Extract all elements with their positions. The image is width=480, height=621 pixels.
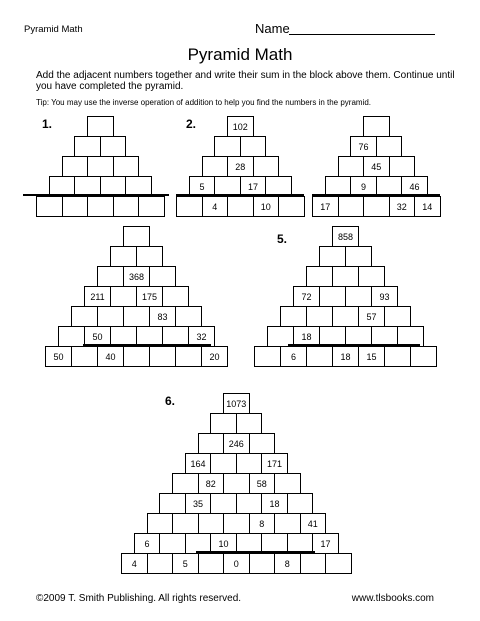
pyramid-block[interactable] xyxy=(210,413,237,434)
pyramid-block[interactable] xyxy=(223,513,250,534)
pyramid-number: 6. xyxy=(165,394,176,408)
pyramid-block[interactable]: 82 xyxy=(198,473,225,494)
pyramid-block[interactable]: 14 xyxy=(414,196,441,217)
pyramid-block[interactable]: 5 xyxy=(172,553,199,574)
pyramid-block[interactable] xyxy=(274,513,301,534)
pyramid-block[interactable]: 10 xyxy=(210,533,237,554)
pyramid-block[interactable] xyxy=(363,196,390,217)
pyramid-number: 1. xyxy=(42,117,53,131)
pyramid-block[interactable]: 4 xyxy=(202,196,229,217)
pyramid-block[interactable] xyxy=(159,493,186,514)
pyramid-block[interactable] xyxy=(306,306,333,327)
pyramid-block[interactable]: 164 xyxy=(185,453,212,474)
pyramid-block[interactable]: 46 xyxy=(401,176,428,197)
pyramid-block[interactable]: 211 xyxy=(84,286,111,307)
pyramid-block[interactable]: 858 xyxy=(332,226,359,247)
pyramid-block[interactable] xyxy=(274,473,301,494)
pyramid-block[interactable] xyxy=(214,136,241,157)
pyramid-block[interactable]: 15 xyxy=(358,346,385,367)
pyramid-block[interactable] xyxy=(363,116,390,137)
pyramid-block[interactable] xyxy=(62,156,89,177)
pyramid-block[interactable] xyxy=(240,136,267,157)
pyramid-base-line xyxy=(83,344,211,346)
pyramid-block[interactable] xyxy=(249,433,276,454)
pyramid-block[interactable]: 18 xyxy=(293,326,320,347)
pyramid-block[interactable] xyxy=(162,286,189,307)
pyramid-block[interactable] xyxy=(345,246,372,267)
pyramid-block[interactable]: 5 xyxy=(189,176,216,197)
pyramid-base-line xyxy=(176,194,304,196)
pyramid-block[interactable] xyxy=(123,346,150,367)
pyramid-block[interactable] xyxy=(110,286,137,307)
pyramid-block[interactable]: 32 xyxy=(188,326,215,347)
pyramid-block[interactable]: 246 xyxy=(223,433,250,454)
instructions: Add the adjacent numbers together and write their sum in the block above them. Continue until you have completed the pyramid. xyxy=(36,70,455,92)
pyramid-block[interactable]: 83 xyxy=(149,306,176,327)
pyramid-block[interactable]: 0 xyxy=(223,553,250,574)
pyramid-block[interactable]: 1073 xyxy=(223,393,250,414)
pyramid-block[interactable]: 20 xyxy=(201,346,228,367)
pyramid-base-line xyxy=(312,194,440,196)
pyramid-block[interactable] xyxy=(172,473,199,494)
pyramid-block[interactable] xyxy=(147,553,174,574)
pyramid-block[interactable]: 28 xyxy=(227,156,254,177)
pyramid-block[interactable] xyxy=(147,513,174,534)
header-left-label: Pyramid Math xyxy=(24,24,83,35)
tip-text: Tip: You may use the inverse operation of addition to help you find the numbers in the pyramid. xyxy=(36,98,372,107)
pyramid-block[interactable] xyxy=(287,493,314,514)
pyramid-block[interactable] xyxy=(138,196,165,217)
pyramid-block[interactable] xyxy=(175,346,202,367)
pyramid-block[interactable] xyxy=(100,136,127,157)
pyramid-block[interactable]: 50 xyxy=(45,346,72,367)
pyramid-base-line xyxy=(196,551,315,553)
pyramid-block[interactable]: 9 xyxy=(350,176,377,197)
pyramid-block[interactable] xyxy=(358,266,385,287)
page-title: Pyramid Math xyxy=(187,45,293,64)
pyramid-block[interactable] xyxy=(110,246,137,267)
pyramid-block[interactable]: 171 xyxy=(261,453,288,474)
pyramid-block[interactable] xyxy=(389,156,416,177)
pyramid-block[interactable]: 8 xyxy=(274,553,301,574)
pyramid-block[interactable]: 368 xyxy=(123,266,150,287)
pyramid-block[interactable] xyxy=(71,346,98,367)
pyramid-block[interactable] xyxy=(384,306,411,327)
pyramid-block[interactable]: 76 xyxy=(350,136,377,157)
pyramid-block[interactable] xyxy=(87,116,114,137)
pyramid-block[interactable]: 57 xyxy=(358,306,385,327)
pyramid-block[interactable] xyxy=(278,196,305,217)
pyramid-block[interactable] xyxy=(384,346,411,367)
pyramid-block[interactable] xyxy=(410,346,437,367)
pyramid-block[interactable] xyxy=(136,246,163,267)
pyramid-base-line xyxy=(23,194,169,196)
pyramid-block[interactable] xyxy=(345,286,372,307)
pyramid-block[interactable]: 17 xyxy=(312,533,339,554)
pyramid-block[interactable]: 175 xyxy=(136,286,163,307)
pyramid-block[interactable] xyxy=(227,196,254,217)
pyramid-block[interactable] xyxy=(306,266,333,287)
pyramid-block[interactable]: 32 xyxy=(389,196,416,217)
pyramid-block[interactable]: 6 xyxy=(134,533,161,554)
pyramid-block[interactable]: 10 xyxy=(253,196,280,217)
pyramid-block[interactable] xyxy=(176,196,203,217)
pyramid-block[interactable] xyxy=(202,156,229,177)
pyramid-block[interactable]: 35 xyxy=(185,493,212,514)
pyramid-block[interactable]: 50 xyxy=(84,326,111,347)
pyramid-block[interactable] xyxy=(198,513,225,534)
pyramid-number: 5. xyxy=(277,232,288,246)
pyramid-block[interactable] xyxy=(36,196,63,217)
name-input-line[interactable] xyxy=(289,34,435,35)
pyramid-block[interactable] xyxy=(210,453,237,474)
pyramid-block[interactable] xyxy=(306,346,333,367)
pyramid-block[interactable] xyxy=(325,553,352,574)
pyramid-block[interactable] xyxy=(123,306,150,327)
pyramid-block[interactable] xyxy=(338,196,365,217)
pyramid-block[interactable]: 17 xyxy=(312,196,339,217)
pyramid-block[interactable]: 18 xyxy=(261,493,288,514)
pyramid-block[interactable] xyxy=(172,513,199,534)
pyramid-block[interactable] xyxy=(210,493,237,514)
pyramid-block[interactable]: 18 xyxy=(332,346,359,367)
name-label: Name xyxy=(255,21,290,36)
pyramid-block[interactable] xyxy=(319,246,346,267)
pyramid-block[interactable] xyxy=(319,286,346,307)
pyramid-block[interactable] xyxy=(113,156,140,177)
pyramid-block[interactable] xyxy=(280,306,307,327)
pyramid-block[interactable] xyxy=(149,346,176,367)
pyramid-block[interactable]: 6 xyxy=(280,346,307,367)
pyramid-block[interactable] xyxy=(236,453,263,474)
pyramid-block[interactable]: 72 xyxy=(293,286,320,307)
pyramid-block[interactable]: 40 xyxy=(97,346,124,367)
pyramid-block[interactable] xyxy=(113,196,140,217)
pyramid-block[interactable]: 93 xyxy=(371,286,398,307)
pyramid-block[interactable] xyxy=(332,266,359,287)
pyramid-block[interactable]: 102 xyxy=(227,116,254,137)
pyramid-block[interactable]: 45 xyxy=(363,156,390,177)
pyramid-block[interactable] xyxy=(338,156,365,177)
pyramid-block[interactable] xyxy=(332,306,359,327)
pyramid-block[interactable]: 17 xyxy=(240,176,267,197)
pyramid-block[interactable]: 41 xyxy=(300,513,327,534)
pyramid-number: 2. xyxy=(186,117,197,131)
pyramid-block[interactable]: 4 xyxy=(121,553,148,574)
pyramid-block[interactable] xyxy=(87,196,114,217)
pyramid-block[interactable] xyxy=(97,306,124,327)
pyramid-block[interactable] xyxy=(123,226,150,247)
pyramid-block[interactable] xyxy=(149,266,176,287)
pyramid-block[interactable] xyxy=(58,326,85,347)
pyramid-block[interactable] xyxy=(62,196,89,217)
pyramid-block[interactable] xyxy=(253,156,280,177)
pyramid-block[interactable] xyxy=(87,156,114,177)
pyramid-block[interactable] xyxy=(74,136,101,157)
pyramid-block[interactable]: 8 xyxy=(249,513,276,534)
pyramid-block[interactable] xyxy=(223,473,250,494)
pyramid-block[interactable] xyxy=(71,306,98,327)
pyramid-block[interactable] xyxy=(175,306,202,327)
pyramid-base-line xyxy=(288,344,420,346)
pyramid-block[interactable] xyxy=(249,553,276,574)
pyramid-block[interactable] xyxy=(236,413,263,434)
footer-copyright: ©2009 T. Smith Publishing. All rights reserved. xyxy=(36,593,242,604)
footer-website: www.tlsbooks.com xyxy=(351,593,434,604)
pyramid-block[interactable] xyxy=(254,346,281,367)
pyramid-block[interactable] xyxy=(97,266,124,287)
pyramid-block[interactable] xyxy=(376,136,403,157)
pyramid-block[interactable] xyxy=(300,553,327,574)
pyramid-block[interactable] xyxy=(236,493,263,514)
pyramid-block[interactable]: 58 xyxy=(249,473,276,494)
pyramid-block[interactable] xyxy=(198,553,225,574)
pyramid-block[interactable] xyxy=(198,433,225,454)
pyramid-block[interactable] xyxy=(159,533,186,554)
